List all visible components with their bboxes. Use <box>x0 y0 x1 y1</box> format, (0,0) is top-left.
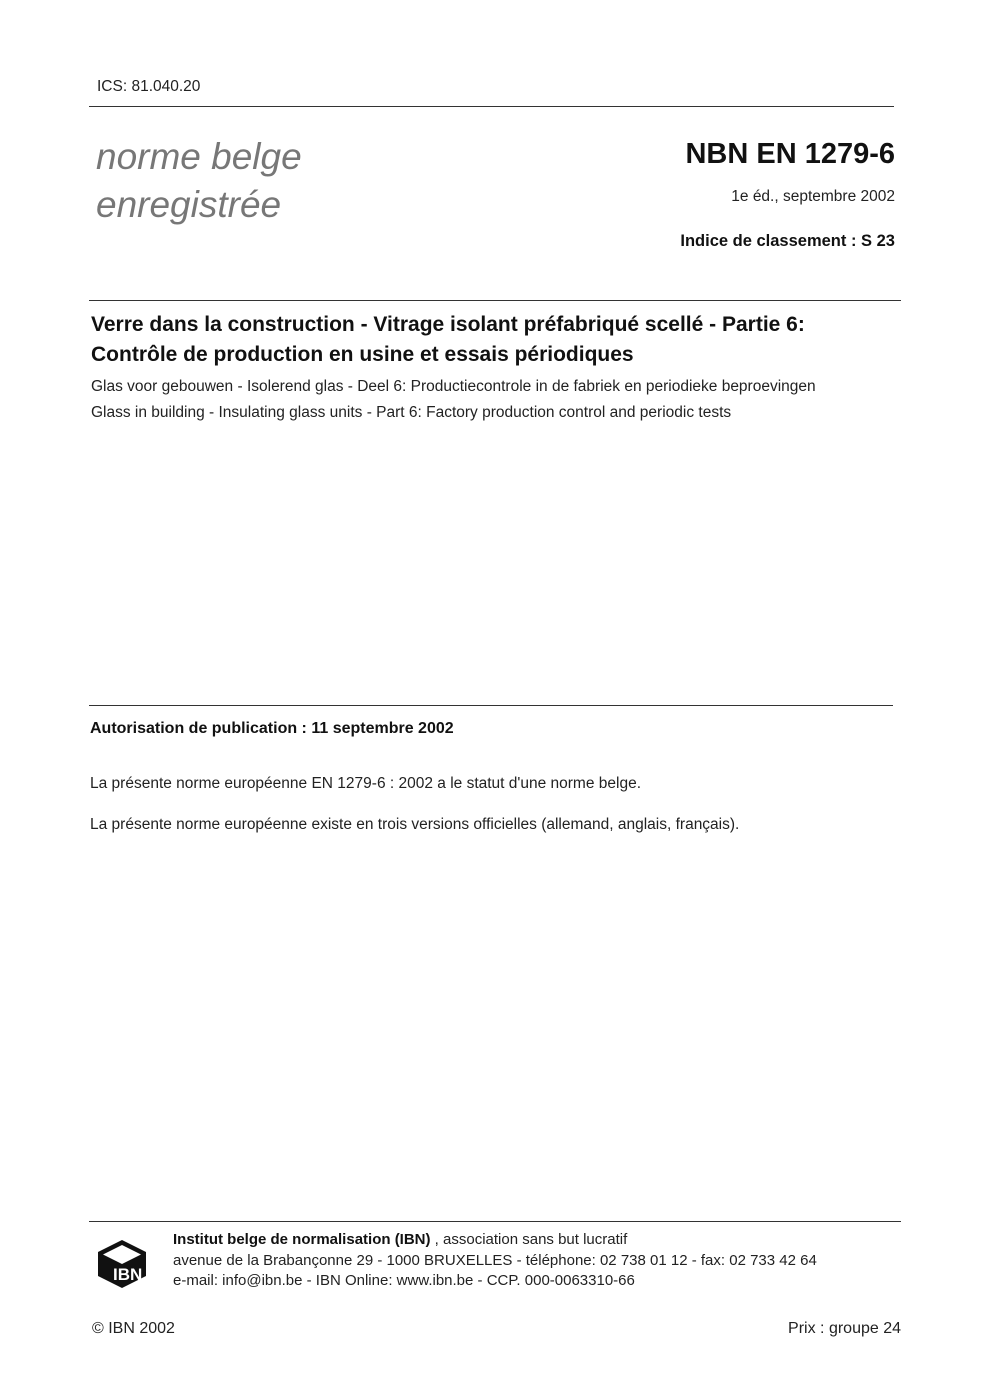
title-nl: Glas voor gebouwen - Isolerend glas - Deel 6: Productiecontrole in de fabriek en periodieke beproevingen <box>91 378 816 395</box>
status-paragraph: La présente norme européenne EN 1279-6 : 2002 a le statut d'une norme belge. <box>90 775 642 792</box>
institute-type: , association sans but lucratif <box>430 1231 628 1248</box>
ibn-logo-text: IBN <box>113 1265 143 1284</box>
norme-label-line2: enregistrée <box>96 184 282 225</box>
edition-info: 1e éd., septembre 2002 <box>731 188 895 205</box>
versions-paragraph: La présente norme européenne existe en trois versions officielles (allemand, anglais, français). <box>90 816 740 833</box>
title-fr-line2: Contrôle de production en usine et essais périodiques <box>91 343 634 366</box>
institute-name-line <box>173 1231 627 1248</box>
institute-address: avenue de la Brabançonne 29 - 1000 BRUXELLES - téléphone: 02 738 01 12 - fax: 02 733 42 64 <box>173 1252 817 1269</box>
institute-rule <box>89 1221 901 1222</box>
title-top-rule <box>89 300 901 301</box>
standard-code: NBN EN 1279-6 <box>685 138 895 170</box>
price-group: Prix : groupe 24 <box>788 1320 901 1337</box>
header-rule <box>89 106 894 107</box>
title-en: Glass in building - Insulating glass units - Part 6: Factory production control and periodic tests <box>91 404 732 421</box>
institute-name: Institut belge de normalisation (IBN) <box>173 1231 431 1248</box>
ibn-logo-icon <box>96 1238 148 1290</box>
title-fr-line1: Verre dans la construction - Vitrage isolant préfabriqué scellé - Partie 6: <box>91 313 805 336</box>
ics-code: ICS: 81.040.20 <box>97 78 201 95</box>
classification-index: Indice de classement : S 23 <box>680 232 895 250</box>
copyright: © IBN 2002 <box>92 1320 175 1337</box>
norme-label-line1: norme belge <box>96 136 302 177</box>
publication-authorization: Autorisation de publication : 11 septembre 2002 <box>90 720 454 737</box>
publication-rule <box>89 705 893 706</box>
institute-contact: e-mail: info@ibn.be - IBN Online: www.ibn.be - CCP. 000-0063310-66 <box>173 1272 635 1289</box>
